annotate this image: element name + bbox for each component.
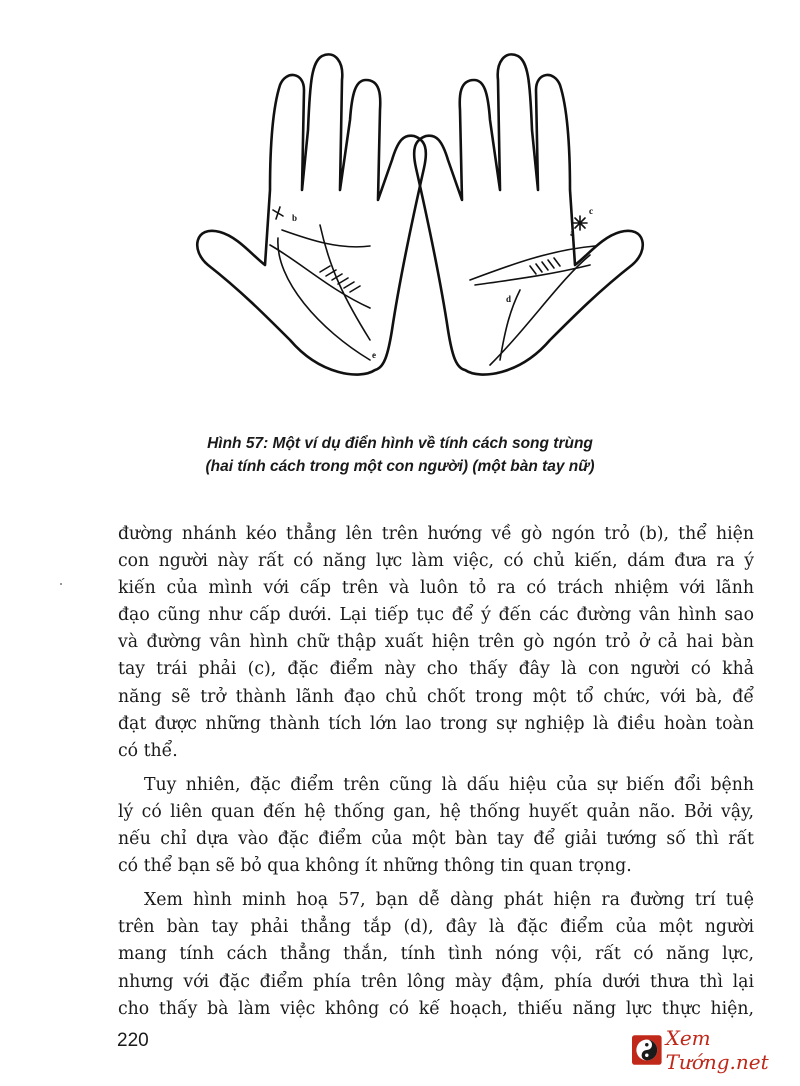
text-line: trên bàn tay phải thẳng tắp (d), đây là đặc điểm của một người: [118, 917, 754, 938]
left-cross: [273, 207, 283, 219]
label-c: c: [589, 206, 593, 216]
hands-drawing: [170, 40, 670, 420]
label-e: e: [372, 350, 376, 360]
text-line: kiến của mình với cấp trên và luôn tỏ ra có trách nhiệm với lãnh: [118, 578, 754, 599]
scan-speck: [60, 583, 62, 585]
text-line: đạt được những thành tích lớn lao trong sự nghiệp là điều hoàn toàn: [118, 713, 754, 734]
paragraph-3: [118, 887, 754, 1022]
paragraph-2: [118, 772, 754, 880]
left-hatch: [320, 266, 360, 292]
text-line: Xem hình minh hoạ 57, bạn dễ dàng phát hiện ra đường trí tuệ: [144, 890, 754, 911]
body-text: [118, 521, 754, 1030]
right-life-line: [490, 255, 590, 365]
left-head-line: [270, 245, 370, 308]
left-hand-outline: [197, 54, 426, 374]
text-line: năng sẽ trở thành lãnh đạo chủ chốt trong một tổ chức, với bà, để: [118, 686, 754, 707]
text-line: con người này rất có năng lực làm việc, có chủ kiến, dám đưa ra ý: [118, 551, 754, 572]
text-line: đường nhánh kéo thẳng lên trên hướng về gò ngón trỏ (b), thể hiện: [118, 524, 754, 544]
text-line: mang tính cách thẳng thắn, tính tình nóng vội, rất có năng lực,: [118, 944, 754, 965]
text-line: có thể.: [118, 740, 178, 761]
text-line: nếu chỉ dựa vào đặc điểm của một bàn tay để giải tướng số thì rất: [118, 829, 754, 850]
text-line: và đường vân hình chữ thập xuất hiện trên gò ngón trỏ ở cả hai bàn: [118, 632, 754, 653]
figure-caption: [130, 432, 670, 478]
caption-line-1: Hình 57: Một ví dụ điển hình về tính cách song trùng: [207, 435, 593, 452]
text-line: có thể bạn sẽ bỏ qua không ít những thông tin quan trọng.: [118, 856, 632, 877]
text-line: Tuy nhiên, đặc điểm trên cũng là dấu hiệu của sự biến đổi bệnh: [144, 774, 754, 795]
caption-line-2: (hai tính cách trong một con người) (một bàn tay nữ): [205, 458, 595, 475]
yin-yang-icon: [632, 1033, 662, 1067]
page-number: 220: [117, 1030, 149, 1051]
label-b: b: [292, 213, 298, 223]
watermark-text: Xem Tướng.net: [665, 1026, 769, 1074]
paragraph-1: [118, 521, 754, 765]
palm-illustration: [170, 40, 670, 420]
right-star: [573, 216, 587, 230]
left-heart-line: [282, 230, 370, 247]
site-watermark: [632, 1026, 800, 1074]
left-fate-line: [320, 225, 370, 340]
label-a: a: [570, 228, 575, 238]
text-line: cho thấy bà làm việc không có kế hoạch, thiếu năng lực thực hiện,: [118, 998, 754, 1019]
label-d: d: [506, 294, 512, 304]
text-line: lý có liên quan đến hệ thống gan, hệ thống huyết quản não. Bởi vậy,: [118, 801, 754, 822]
text-line: nhưng với đặc điểm phía trên lông mày đậm, phía dưới thưa thì lại: [118, 971, 754, 992]
right-hand-outline: [414, 54, 643, 374]
text-line: tay trái phải (c), đặc điểm này cho thấy đây là con người có khả: [118, 659, 754, 680]
text-line: đạo cũng như cấp dưới. Lại tiếp tục để ý đến các đường vân hình sao: [118, 605, 754, 626]
